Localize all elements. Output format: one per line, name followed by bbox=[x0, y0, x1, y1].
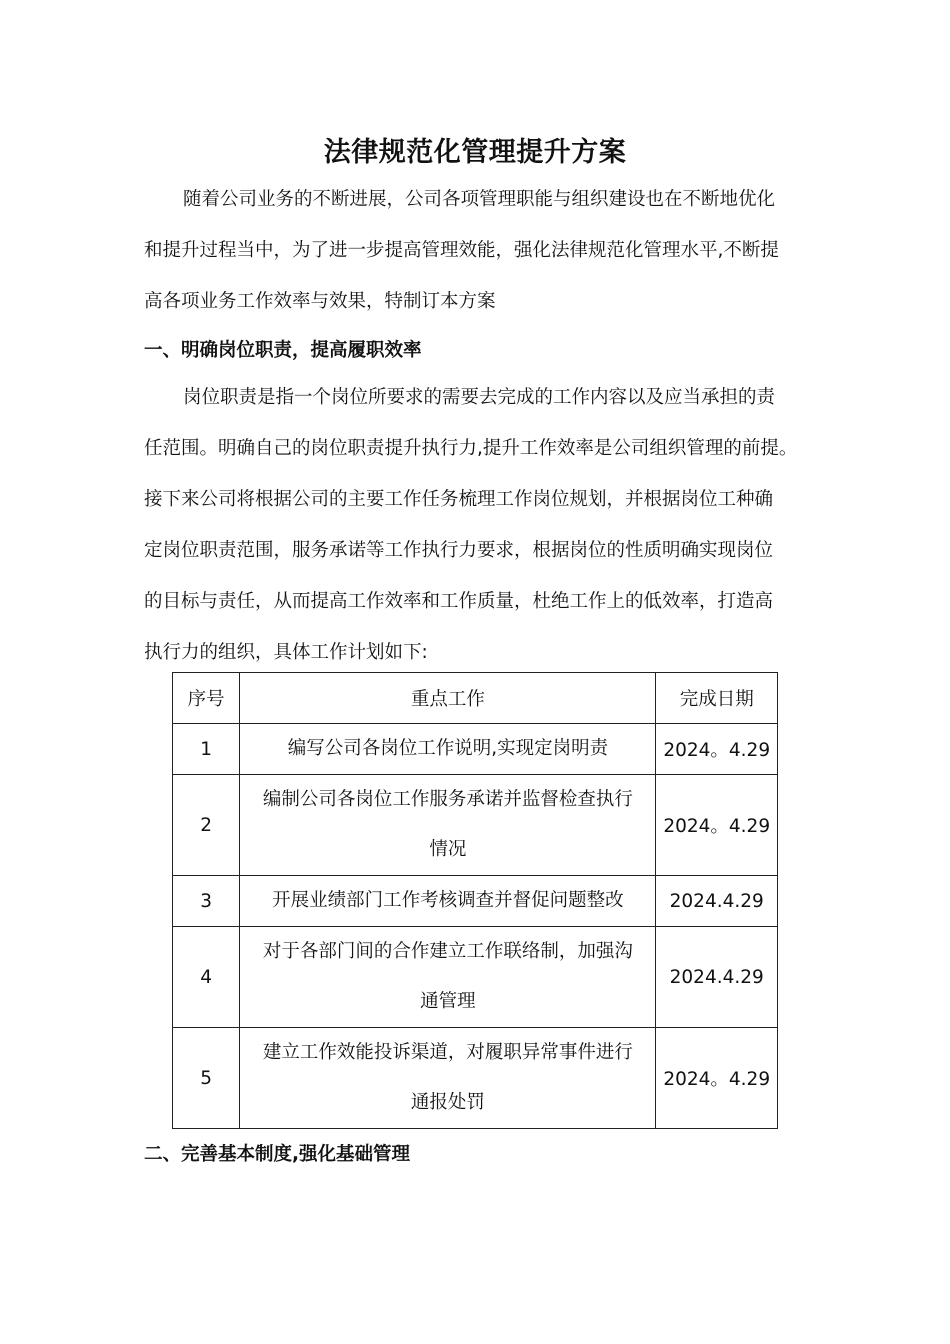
section1-line: 任范围。明确自己的岗位职责提升执行力,提升工作效率是公司组织管理的前提。 bbox=[144, 438, 798, 459]
row-no: 5 bbox=[173, 1028, 240, 1129]
row-no: 4 bbox=[173, 927, 240, 1028]
section2-heading: 二、完善基本制度,强化基础管理 bbox=[144, 1144, 411, 1165]
row-task bbox=[240, 775, 656, 876]
row-task-line: 通管理 bbox=[420, 991, 476, 1012]
row-task-line: 编写公司各岗位工作说明,实现定岗明责 bbox=[287, 738, 609, 759]
document-title: 法律规范化管理提升方案 bbox=[323, 137, 627, 168]
table-row bbox=[173, 775, 778, 876]
row-task bbox=[240, 876, 656, 927]
work-plan-table bbox=[172, 672, 778, 1129]
section1-line: 的目标与责任，从而提高工作效率和工作质量，杜绝工作上的低效率，打造高 bbox=[144, 591, 774, 612]
intro-paragraph bbox=[144, 174, 809, 327]
table-row bbox=[173, 876, 778, 927]
row-task-line: 建立工作效能投诉渠道，对履职异常事件进行 bbox=[262, 1042, 633, 1063]
section1-line: 接下来公司将根据公司的主要工作任务梳理工作岗位规划，并根据岗位工种确 bbox=[144, 489, 774, 510]
row-task bbox=[240, 927, 656, 1028]
section1-line: 岗位职责是指一个岗位所要求的需要去完成的工作内容以及应当承担的责 bbox=[183, 387, 776, 408]
header-date: 完成日期 bbox=[656, 673, 778, 724]
row-task-line: 开展业绩部门工作考核调查并督促问题整改 bbox=[272, 890, 624, 911]
row-no: 3 bbox=[173, 876, 240, 927]
row-task-line: 情况 bbox=[429, 839, 467, 860]
row-no: 1 bbox=[173, 724, 240, 775]
intro-line: 随着公司业务的不断进展，公司各项管理职能与组织建设也在不断地优化 bbox=[183, 189, 776, 210]
row-date: 2024。4.29 bbox=[656, 1028, 778, 1129]
row-task-line: 编制公司各岗位工作服务承诺并监督检查执行 bbox=[262, 789, 633, 810]
row-date: 2024.4.29 bbox=[656, 876, 778, 927]
header-task: 重点工作 bbox=[240, 673, 656, 724]
table-row bbox=[173, 724, 778, 775]
table-header-row bbox=[173, 673, 778, 724]
row-date: 2024.4.29 bbox=[656, 927, 778, 1028]
row-date: 2024。4.29 bbox=[656, 724, 778, 775]
table-row bbox=[173, 927, 778, 1028]
header-no: 序号 bbox=[173, 673, 240, 724]
row-no: 2 bbox=[173, 775, 240, 876]
section1-heading: 一、明确岗位职责，提高履职效率 bbox=[144, 340, 422, 361]
intro-line: 高各项业务工作效率与效果，特制订本方案 bbox=[144, 291, 496, 312]
row-task-line: 通报处罚 bbox=[410, 1092, 485, 1113]
row-task-line: 对于各部门间的合作建立工作联络制，加强沟 bbox=[262, 941, 633, 962]
row-task bbox=[240, 724, 656, 775]
section1-line: 执行力的组织，具体工作计划如下: bbox=[144, 642, 428, 663]
section1-paragraph bbox=[144, 372, 809, 678]
row-task bbox=[240, 1028, 656, 1129]
section1-line: 定岗位职责范围，服务承诺等工作执行力要求，根据岗位的性质明确实现岗位 bbox=[144, 540, 774, 561]
intro-line: 和提升过程当中，为了进一步提高管理效能，强化法律规范化管理水平,不断提 bbox=[144, 240, 779, 261]
table-row bbox=[173, 1028, 778, 1129]
row-date: 2024。4.29 bbox=[656, 775, 778, 876]
